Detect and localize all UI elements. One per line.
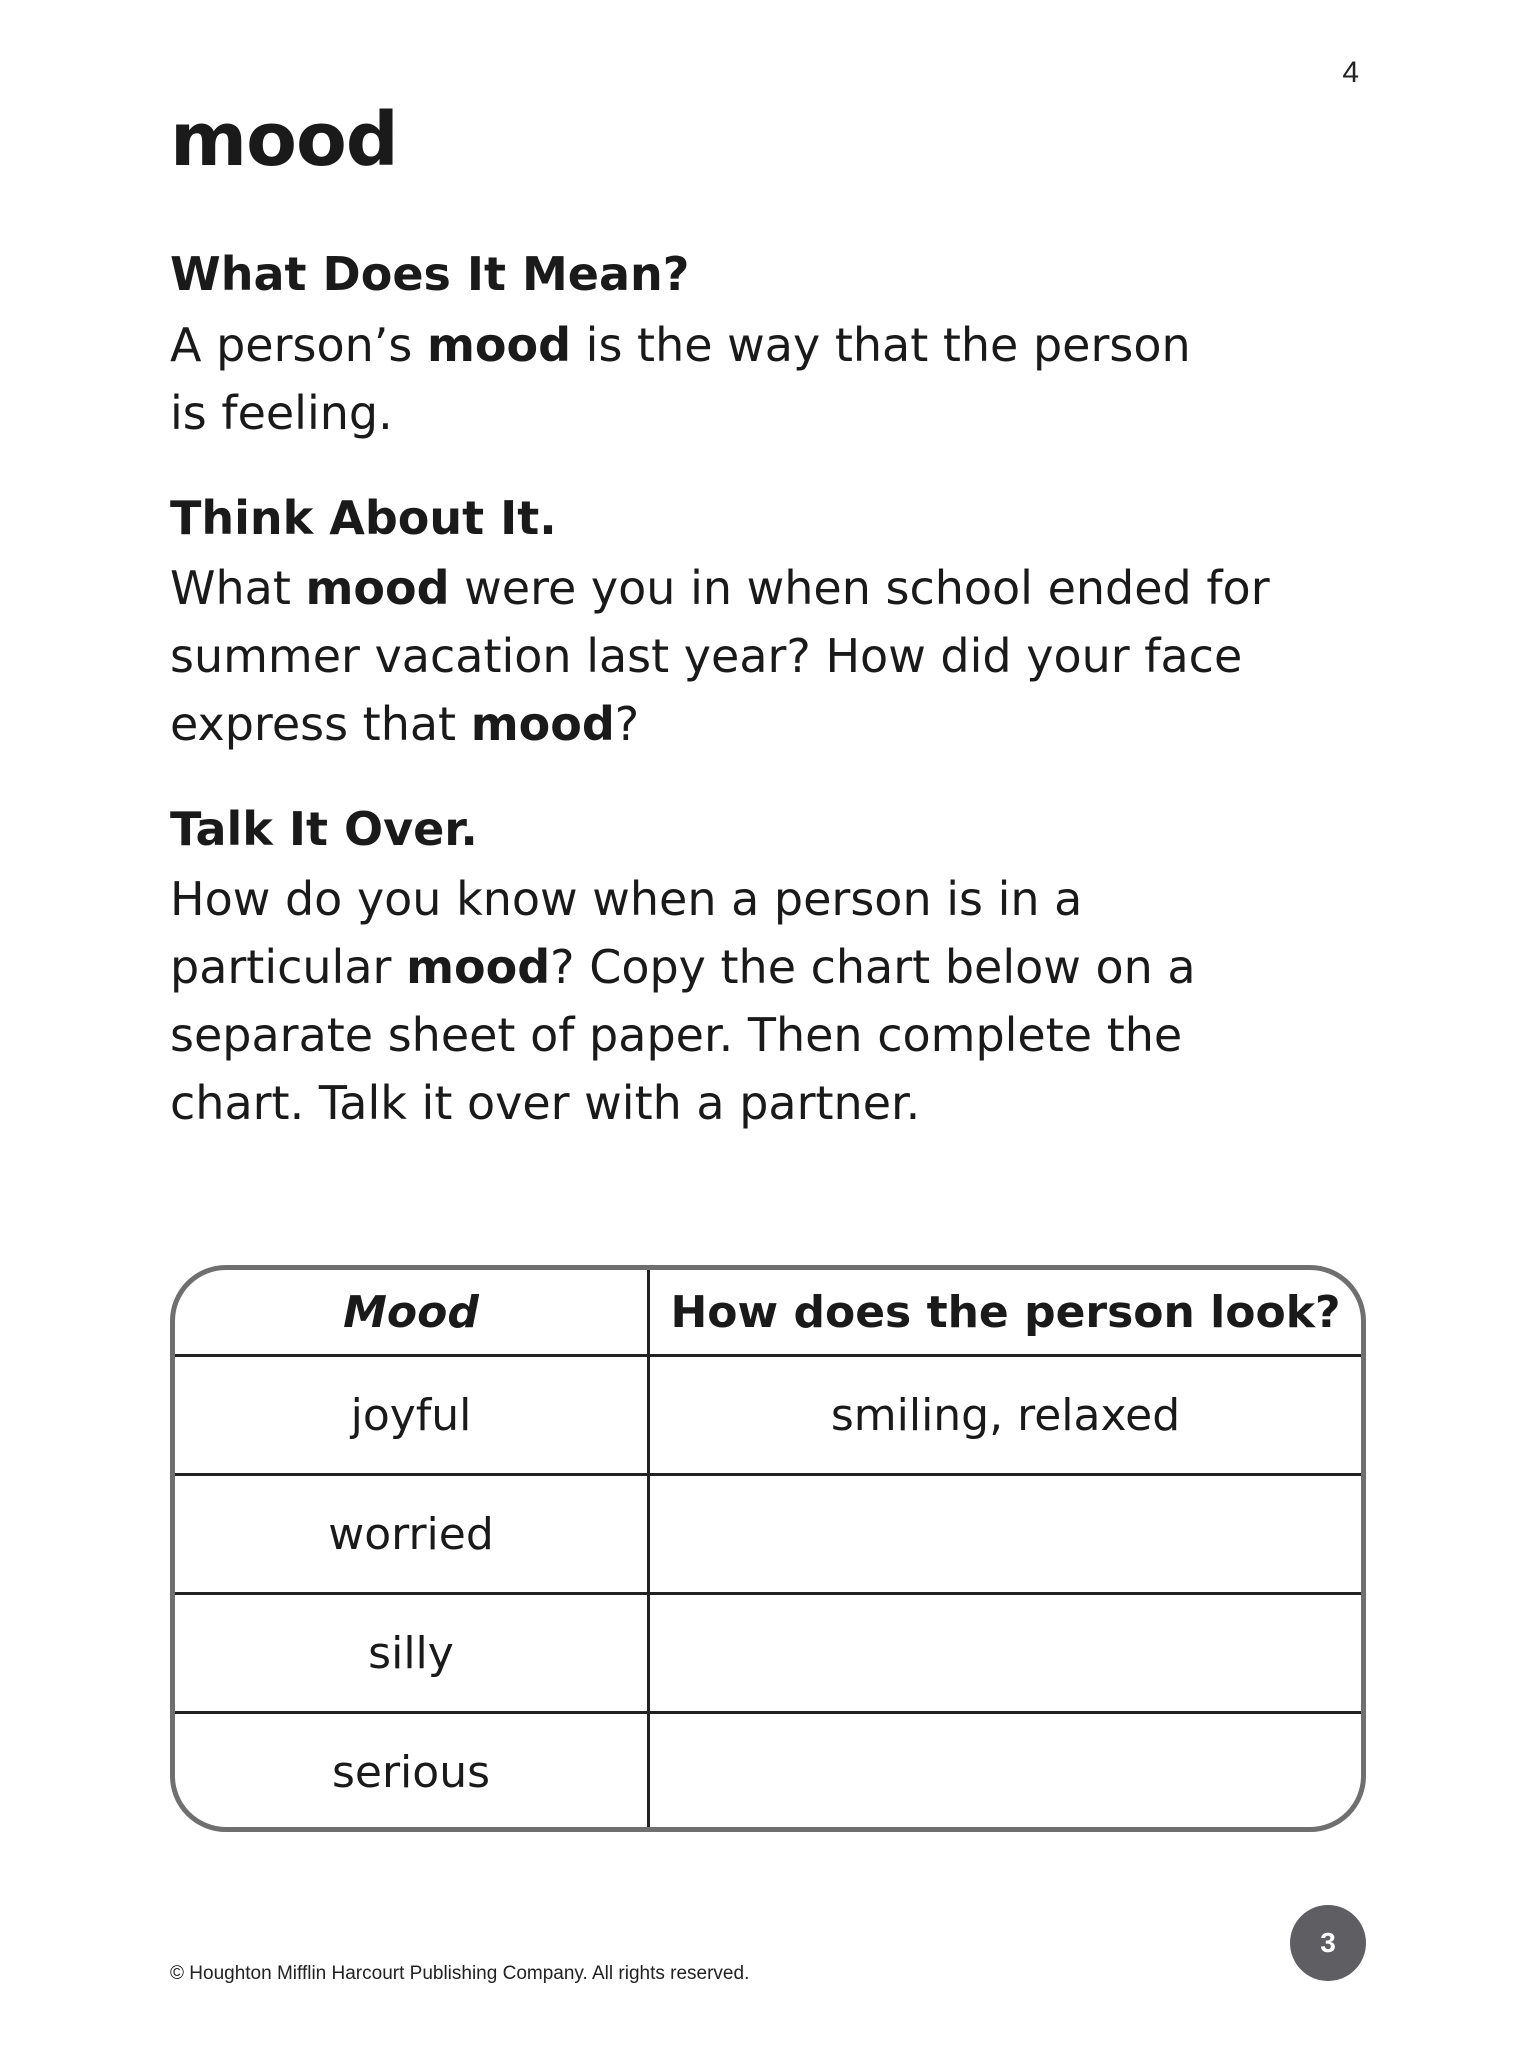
mood-cell: worried <box>175 1475 649 1594</box>
table-row <box>175 1594 1361 1713</box>
table-header-row <box>175 1270 1361 1356</box>
section-talk-it-over <box>170 802 1370 1137</box>
mood-cell: joyful <box>175 1356 649 1475</box>
page-number-top: 4 <box>1342 56 1359 89</box>
section-what-does-it-mean <box>170 247 1370 446</box>
text-run-bold: mood <box>470 696 615 751</box>
section-heading: Talk It Over. <box>170 801 478 856</box>
section-text <box>170 311 1370 447</box>
copyright-notice: © Houghton Mifflin Harcourt Publishing Company. All rights reserved. <box>170 1963 750 1984</box>
text-run: were you in when school ended for summer vacation last year? How did your face express that <box>170 560 1270 751</box>
mood-chart <box>170 1265 1366 1832</box>
look-cell <box>649 1475 1362 1594</box>
section-heading: What Does It Mean? <box>170 247 690 302</box>
text-run-bold: mood <box>406 939 551 994</box>
text-run: A person’s <box>170 317 427 372</box>
table-row <box>175 1475 1361 1594</box>
text-run: How do you know when a person is in a particular <box>170 871 1083 994</box>
mood-table <box>175 1270 1361 1830</box>
text-run: is the way that the person is feeling. <box>170 317 1191 440</box>
section-think-about-it <box>170 491 1370 758</box>
text-run-bold: mood <box>305 560 450 615</box>
mood-cell: serious <box>175 1713 649 1831</box>
section-text <box>170 554 1370 758</box>
text-run: ? <box>614 696 640 751</box>
text-run: What <box>170 560 306 615</box>
page-title: mood <box>170 97 398 183</box>
section-heading: Think About It. <box>170 490 557 545</box>
look-cell: smiling, relaxed <box>649 1356 1362 1475</box>
header-mood: Mood <box>175 1270 649 1356</box>
text-run-bold: mood <box>426 317 572 372</box>
header-look: How does the person look? <box>649 1270 1362 1356</box>
mood-cell: silly <box>175 1594 649 1713</box>
page-number-badge: 3 <box>1290 1905 1366 1981</box>
table-row <box>175 1713 1361 1831</box>
text-run: ? Copy the chart below on a separate sheet of paper. Then complete the chart. Talk it over with a partner. <box>170 939 1196 1130</box>
content <box>170 97 1370 1137</box>
look-cell <box>649 1713 1362 1831</box>
section-text <box>170 865 1370 1137</box>
table-row <box>175 1356 1361 1475</box>
look-cell <box>649 1594 1362 1713</box>
